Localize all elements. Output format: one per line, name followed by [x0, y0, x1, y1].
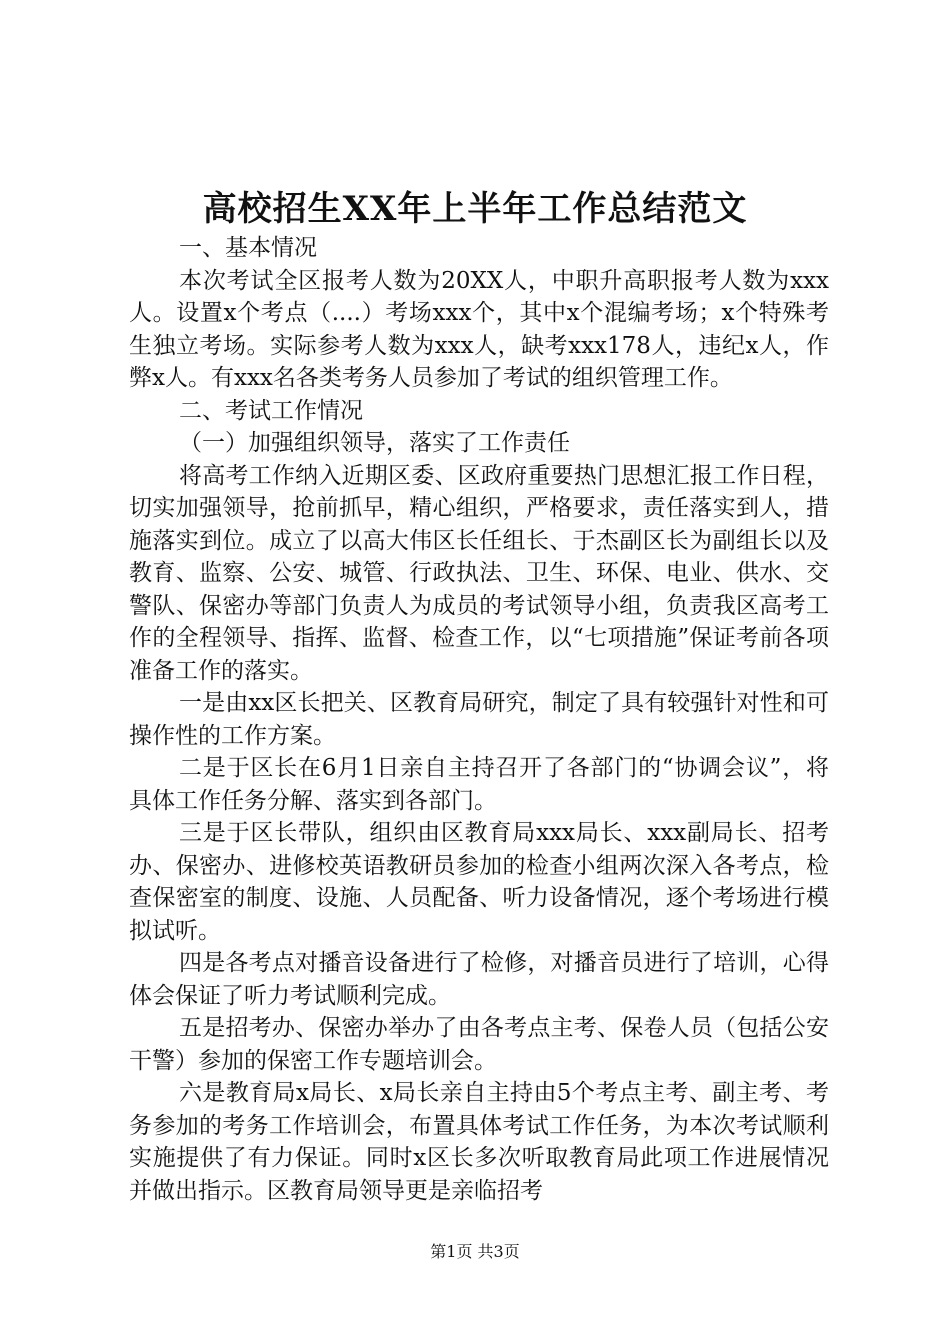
- section-heading-basic: 一、基本情况: [179, 235, 317, 261]
- paragraph-measure-5: 五是招考办、保密办举办了由各考点主考、保卷人员（包括公安干警）参加的保密工作专题培训会。: [129, 1015, 829, 1074]
- paragraph-measure-1: 一是由xx区长把关、区教育局研究，制定了具有较强针对性和可操作性的工作方案。: [129, 690, 829, 749]
- paragraph-measure-2: 二是于区长在6月1日亲自主持召开了各部门的“协调会议”，将具体工作任务分解、落实到各部门。: [129, 755, 829, 814]
- paragraph-measure-3: 三是于区长带队，组织由区教育局xxx局长、xxx副局长、招考办、保密办、进修校英语教研员参加的检查小组两次深入各考点，检查保密室的制度、设施、人员配备、听力设备情况，逐个考场进行模拟试听。: [129, 820, 829, 944]
- section-heading-exam-work: 二、考试工作情况: [179, 397, 363, 424]
- paragraph-leadership: 将高考工作纳入近期区委、区政府重要热门思想汇报工作日程，切实加强领导，抢前抓早，精心组织，严格要求，责任落实到人，措施落实到位。成立了以高大伟区长任组长、于杰副区长为副组长以及教育、监察、公安、城管、行政执法、卫生、环保、电业、供水、交警队、保密办等部门负责人为成员的考试领导小组，负责我区高考工作的全程领导、指挥、监督、检查工作，以“七项措施”保证考前各项准备工作的落实。: [129, 462, 829, 684]
- paragraph-measure-4: 四是各考点对播音设备进行了检修，对播音员进行了培训，心得体会保证了听力考试顺利完成。: [129, 950, 829, 1009]
- page-footer: 第1页 共3页: [430, 1242, 520, 1261]
- document-title: 高校招生XX年上半年工作总结范文: [202, 189, 748, 229]
- subsection-heading-organization: （一）加强组织领导，落实了工作责任: [179, 430, 570, 456]
- paragraph-measure-6: 六是教育局x局长、x局长亲自主持由5个考点主考、副主考、考务参加的考务工作培训会，布置具体考试工作任务，为本次考试顺利实施提供了有力保证。同时x区长多次听取教育局此项工作进展情况并做出指示。区教育局领导更是亲临招考: [129, 1080, 829, 1204]
- paragraph-basic-info: 本次考试全区报考人数为20XX人，中职升高职报考人数为xxx人。设置x个考点（....）考场xxx个，其中x个混编考场；x个特殊考生独立考场。实际参考人数为xxx人，缺考xxx178人，违纪x人，作弊x人。有xxx名各类考务人员参加了考试的组织管理工作。: [129, 267, 829, 391]
- document-body: [129, 232, 829, 1207]
